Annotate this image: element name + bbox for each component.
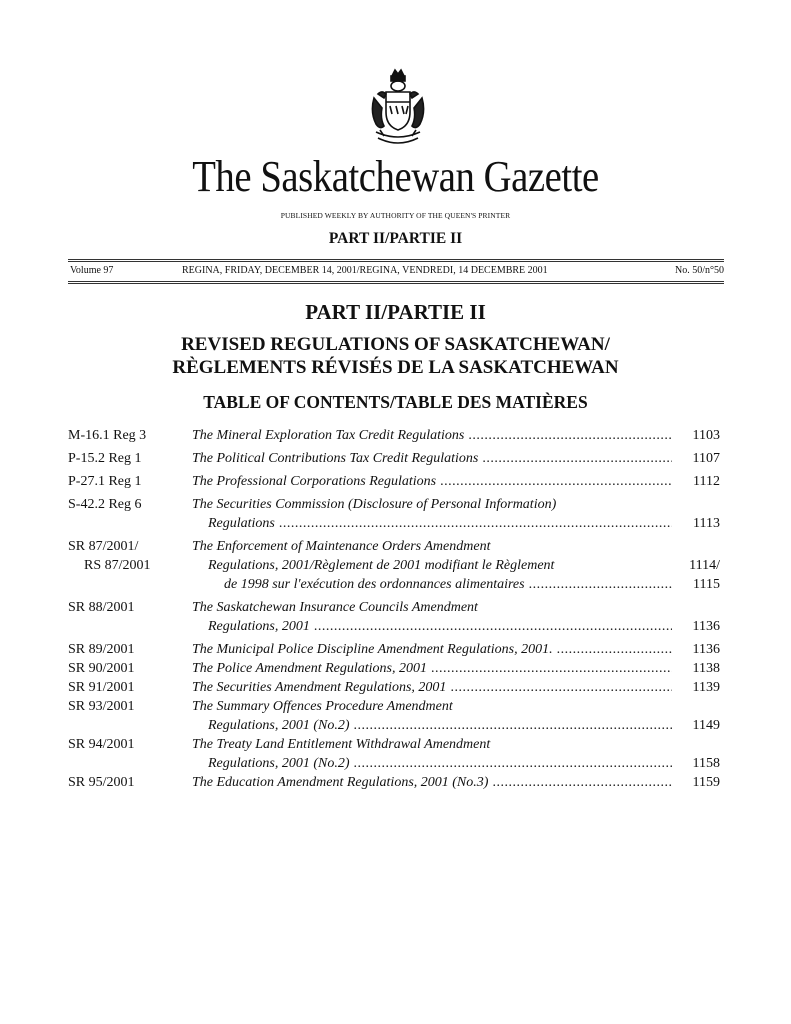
regulation-title-line: de 1998 sur l'exécution des ordonnances alimentaires ..... bbox=[224, 575, 672, 594]
toc-entry[interactable] bbox=[68, 537, 724, 594]
saskatchewan-coat-of-arms-icon bbox=[366, 68, 430, 152]
issue-date: REGINA, FRIDAY, DECEMBER 14, 2001/REGINA, VENDREDI, 14 DECEMBRE 2001 bbox=[182, 265, 548, 276]
toc-entry[interactable] bbox=[68, 495, 724, 533]
regulation-title: The Professional Corporations Regulations ..... bbox=[192, 472, 672, 491]
regulation-title: The Political Contributions Tax Credit Regulations ..... bbox=[192, 449, 672, 468]
page-number: 1136 bbox=[692, 642, 720, 657]
regulation-code: SR 93/2001 bbox=[68, 699, 135, 714]
toc-entry[interactable] bbox=[68, 659, 724, 678]
regulation-code: SR 90/2001 bbox=[68, 661, 135, 676]
regulation-title: The Securities Amendment Regulations, 2001 ..... bbox=[192, 678, 672, 697]
publisher-authority-line: PUBLISHED WEEKLY BY AUTHORITY OF THE QUEEN'S PRINTER bbox=[280, 211, 511, 220]
toc-entry[interactable] bbox=[68, 598, 724, 636]
page-number: 1114/ bbox=[689, 558, 720, 573]
regulation-code: P-27.1 Reg 1 bbox=[68, 474, 142, 489]
regulation-code: S-42.2 Reg 6 bbox=[68, 497, 142, 512]
regulation-title-line: Regulations, 2001/Règlement de 2001 modifiant le Règlement bbox=[208, 558, 555, 573]
dateline-top-rule-double bbox=[68, 261, 724, 262]
regulation-code: SR 94/2001 bbox=[68, 737, 135, 752]
dateline-bottom-rule bbox=[68, 281, 724, 282]
dateline-top-rule bbox=[68, 259, 724, 260]
regulation-title-line: The Securities Commission (Disclosure of Personal Information) bbox=[192, 497, 557, 512]
section-heading-part: PART II/PARTIE II bbox=[305, 300, 486, 324]
toc-entry[interactable] bbox=[68, 472, 724, 491]
revised-heading-french: RÈGLEMENTS RÉVISÉS DE LA SASKATCHEWAN bbox=[172, 357, 619, 378]
page-number: 1138 bbox=[692, 661, 720, 676]
regulation-title: The Municipal Police Discipline Amendment Regulations, 2001. ..... bbox=[192, 640, 672, 659]
regulation-code: SR 91/2001 bbox=[68, 680, 135, 695]
regulation-title: The Education Amendment Regulations, 2001 (No.3) ..... bbox=[192, 773, 672, 792]
table-of-contents bbox=[68, 426, 724, 792]
gazette-masthead-title: The Saskatchewan Gazette bbox=[192, 152, 599, 201]
page-number: 1107 bbox=[692, 451, 720, 466]
page-number: 1136 bbox=[692, 619, 720, 634]
volume-label: Volume 97 bbox=[70, 265, 114, 276]
regulation-code: SR 87/2001/ bbox=[68, 539, 139, 554]
page-number-continued: 1115 bbox=[693, 577, 720, 592]
regulation-code: P-15.2 Reg 1 bbox=[68, 451, 142, 466]
page-number: 1158 bbox=[692, 756, 720, 771]
regulation-title-line: The Enforcement of Maintenance Orders Amendment bbox=[192, 539, 491, 554]
page-number: 1112 bbox=[693, 474, 720, 489]
dateline bbox=[68, 264, 724, 278]
page-number: 1159 bbox=[692, 775, 720, 790]
toc-entry[interactable] bbox=[68, 697, 724, 735]
issue-number: No. 50/n°50 bbox=[675, 265, 724, 276]
regulation-code: SR 88/2001 bbox=[68, 600, 135, 615]
regulation-code-french: RS 87/2001 bbox=[84, 558, 151, 573]
regulation-title-line: Regulations ..... bbox=[208, 514, 672, 533]
section-heading-revised-regulations bbox=[0, 333, 791, 379]
revised-heading-english: REVISED REGULATIONS OF SASKATCHEWAN/ bbox=[181, 334, 610, 355]
regulation-title-line: Regulations, 2001 (No.2) ..... bbox=[208, 716, 672, 735]
page-number: 1103 bbox=[692, 428, 720, 443]
toc-entry[interactable] bbox=[68, 735, 724, 773]
toc-entry[interactable] bbox=[68, 426, 724, 445]
regulation-title-line: Regulations, 2001 ..... bbox=[208, 617, 672, 636]
regulation-code: M-16.1 Reg 3 bbox=[68, 428, 147, 443]
page-number: 1139 bbox=[692, 680, 720, 695]
regulation-title-line: The Saskatchewan Insurance Councils Amendment bbox=[192, 600, 478, 615]
dateline-bottom-rule-double bbox=[68, 283, 724, 284]
regulation-title-line: Regulations, 2001 (No.2) ..... bbox=[208, 754, 672, 773]
regulation-title-line: The Summary Offences Procedure Amendment bbox=[192, 699, 453, 714]
toc-entry[interactable] bbox=[68, 640, 724, 659]
toc-entry[interactable] bbox=[68, 773, 724, 792]
table-of-contents-heading: TABLE OF CONTENTS/TABLE DES MATIÈRES bbox=[203, 392, 588, 412]
masthead-part-label: PART II/PARTIE II bbox=[328, 230, 463, 247]
toc-entry[interactable] bbox=[68, 678, 724, 697]
regulation-title: The Mineral Exploration Tax Credit Regulations ..... bbox=[192, 426, 672, 445]
regulation-code: SR 89/2001 bbox=[68, 642, 135, 657]
regulation-title: The Police Amendment Regulations, 2001 ..... bbox=[192, 659, 672, 678]
regulation-code: SR 95/2001 bbox=[68, 775, 135, 790]
page-number: 1149 bbox=[692, 718, 720, 733]
page-number: 1113 bbox=[693, 516, 720, 531]
toc-entry[interactable] bbox=[68, 449, 724, 468]
regulation-title-line: The Treaty Land Entitlement Withdrawal Amendment bbox=[192, 737, 491, 752]
